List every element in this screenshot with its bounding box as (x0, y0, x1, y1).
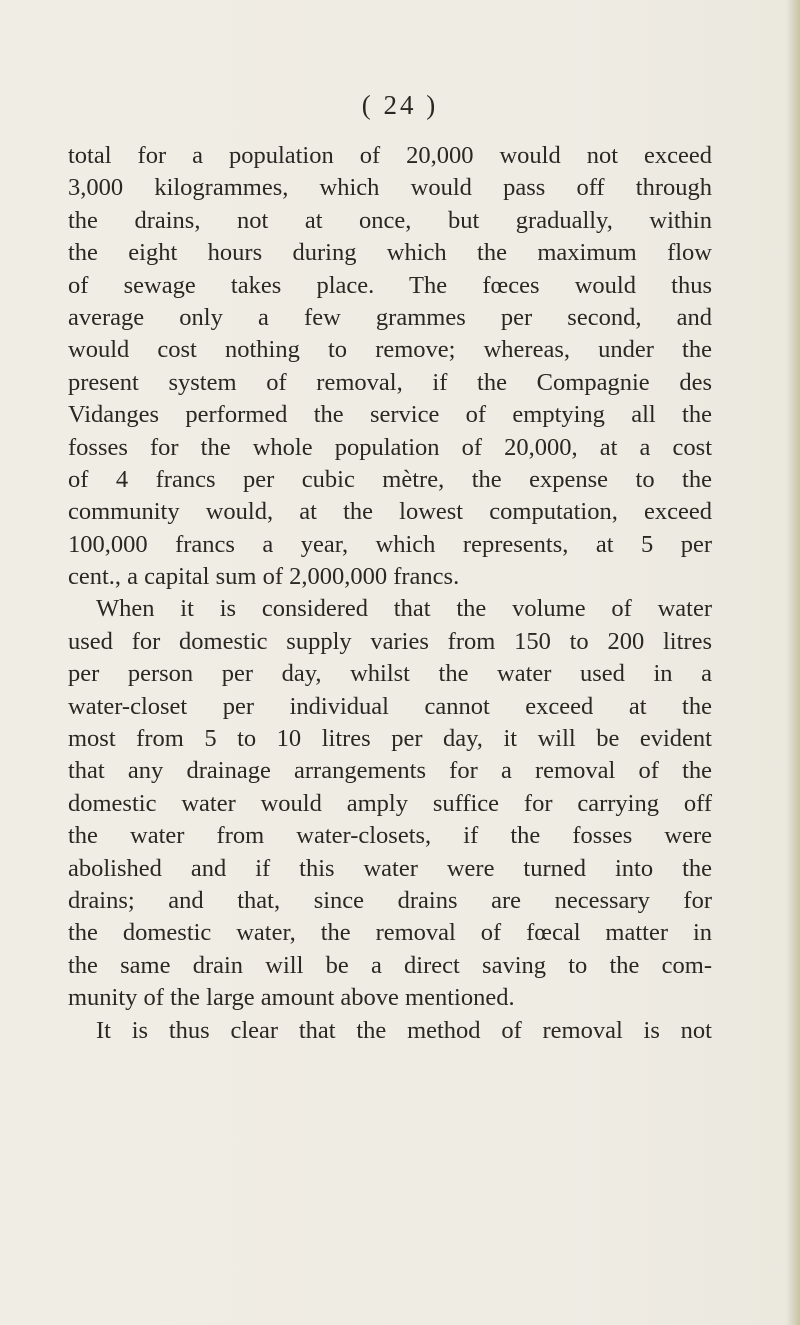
text-line: would cost nothing to remove; whereas, under the (68, 336, 712, 364)
text-line: Vidanges performed the service of emptying all the (68, 401, 712, 429)
text-line: munity of the large amount above mentioned. (68, 984, 515, 1012)
text-line: cent., a capital sum of 2,000,000 francs. (68, 563, 460, 591)
text-line: fosses for the whole population of 20,000, at a cost (68, 433, 712, 461)
text-line: present system of removal, if the Compagnie des (68, 368, 712, 396)
text-line: community would, at the lowest computation, exceed (68, 498, 712, 526)
text-line: most from 5 to 10 litres per day, it will be evident (68, 725, 712, 753)
text-line: 100,000 francs a year, which represents, at 5 per (68, 530, 712, 558)
text-line: the same drain will be a direct saving to the com- (68, 951, 712, 979)
text-line: domestic water would amply suffice for carrying off (68, 789, 712, 817)
text-line: the water from water-closets, if the fosses were (68, 822, 712, 850)
text-line: of sewage takes place. The fœces would thus (68, 271, 712, 299)
text-line: When it is considered that the volume of water (96, 595, 712, 623)
text-line: per person per day, whilst the water used in a (68, 660, 712, 688)
text-line: water-closet per individual cannot exceed at the (68, 692, 712, 720)
page-number: ( 24 ) (361, 90, 439, 120)
text-line: It is thus clear that the method of removal is not (96, 1016, 712, 1044)
text-line: the eight hours during which the maximum flow (68, 239, 712, 267)
text-line: used for domestic supply varies from 150 to 200 litres (68, 627, 712, 655)
text-line: of 4 francs per cubic mètre, the expense to the (68, 465, 712, 493)
text-line: the drains, not at once, but gradually, within (68, 206, 712, 234)
text-line: total for a population of 20,000 would not exceed (68, 142, 712, 169)
text-line: that any drainage arrangements for a removal of the (68, 757, 712, 785)
page-edge-shadow (786, 0, 800, 1325)
text-line: abolished and if this water were turned into the (68, 854, 712, 882)
text-line: drains; and that, since drains are necessary for (68, 886, 712, 914)
body-text (68, 140, 712, 1047)
text-line: 3,000 kilogrammes, which would pass off through (68, 174, 712, 202)
text-line: the domestic water, the removal of fœcal matter in (68, 919, 712, 947)
text-line: average only a few grammes per second, and (68, 303, 712, 331)
